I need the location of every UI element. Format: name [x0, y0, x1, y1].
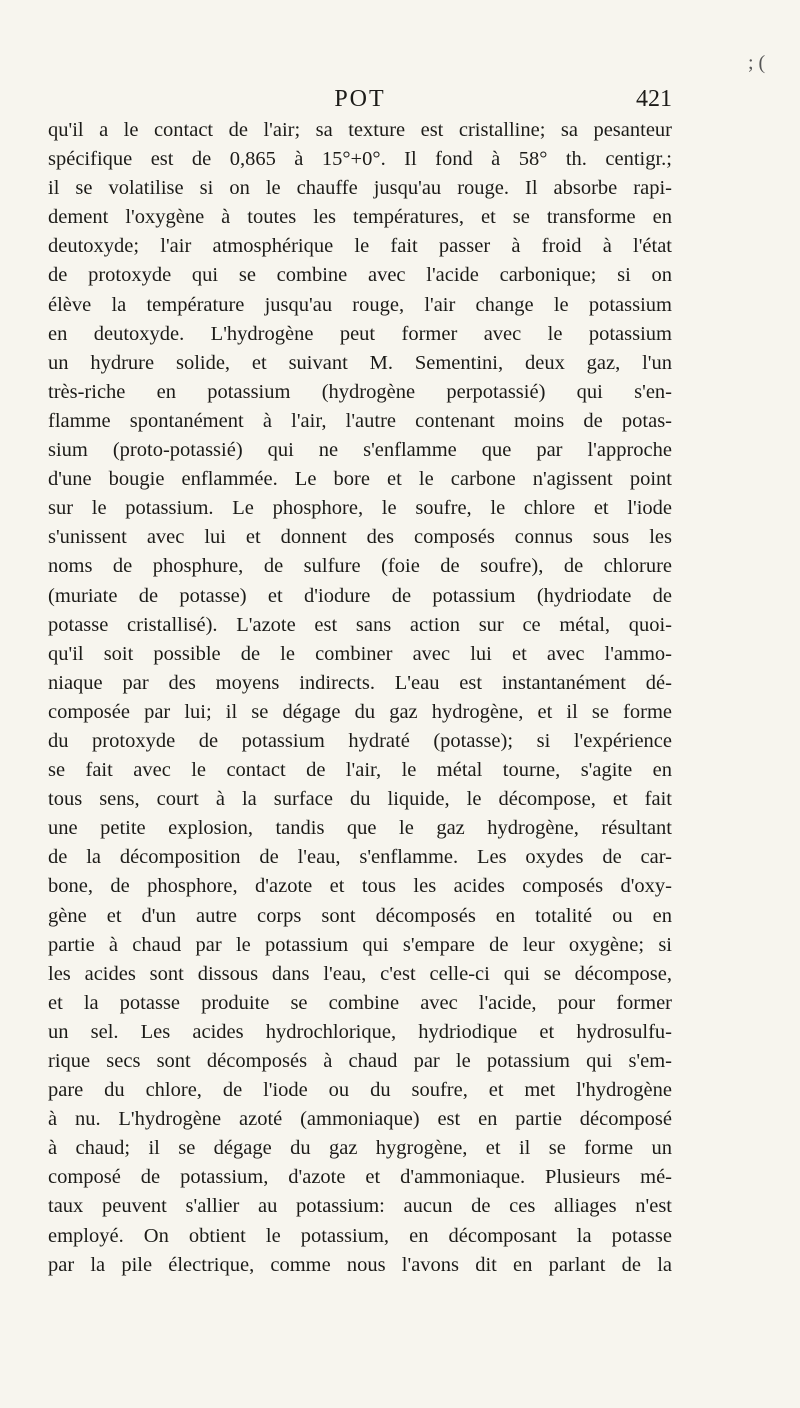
- text-line: en deutoxyde. L'hydrogène peut former avec le potassium: [48, 322, 672, 345]
- text-line: partie à chaud par le potassium qui s'empare de leur oxygène; si: [48, 933, 672, 956]
- text-line: noms de phosphure, de sulfure (foie de soufre), de chlorure: [48, 555, 672, 578]
- text-line: dement l'oxygène à toutes les températures, et se transforme en: [48, 206, 672, 229]
- text-line: par la pile électrique, comme nous l'avons dit en parlant de la: [48, 1253, 672, 1276]
- text-line: à nu. L'hydrogène azoté (ammoniaque) est en partie décomposé: [48, 1108, 672, 1131]
- text-line: sur le potassium. Le phosphore, le soufre, le chlore et l'iode: [48, 497, 672, 520]
- text-line: un sel. Les acides hydrochlorique, hydriodique et hydrosulfu-: [48, 1020, 672, 1043]
- text-line: spécifique est de 0,865 à 15°+0°. Il fond à 58° th. centigr.;: [48, 148, 672, 171]
- text-line: qu'il soit possible de le combiner avec lui et avec l'ammo-: [48, 642, 672, 665]
- text-line: il se volatilise si on le chauffe jusqu'au rouge. Il absorbe rapi-: [48, 177, 672, 200]
- text-line: d'une bougie enflammée. Le bore et le carbone n'agissent point: [48, 468, 672, 491]
- text-line: rique secs sont décomposés à chaud par le potassium qui s'em-: [48, 1050, 672, 1072]
- text-line: une petite explosion, tandis que le gaz hydrogène, résultant: [48, 817, 672, 840]
- text-line: et la potasse produite se combine avec l'acide, pour former: [48, 991, 672, 1014]
- text-line: pare du chlore, de l'iode ou du soufre, et met l'hydrogène: [48, 1079, 672, 1102]
- text-line: flamme spontanément à l'air, l'autre contenant moins de potas-: [48, 409, 672, 432]
- text-line: un hydrure solide, et suivant M. Sementini, deux gaz, l'un: [48, 351, 672, 374]
- text-line: élève la température jusqu'au rouge, l'air change le potassium: [48, 293, 672, 316]
- text-line: composé de potassium, d'azote et d'ammoniaque. Plusieurs mé-: [48, 1166, 672, 1189]
- text-line: deutoxyde; l'air atmosphérique le fait passer à froid à l'état: [48, 235, 672, 258]
- margin-mark: ; (: [748, 52, 766, 74]
- page-number: 421: [636, 86, 672, 112]
- text-line: tous sens, court à la surface du liquide, le décompose, et fait: [48, 788, 672, 811]
- running-head: POT: [334, 86, 386, 112]
- text-line: s'unissent avec lui et donnent des composés connus sous les: [48, 526, 672, 549]
- text-line: gène et d'un autre corps sont décomposés en totalité ou en: [48, 904, 672, 927]
- page-header: [48, 86, 672, 116]
- text-line: se fait avec le contact de l'air, le métal tourne, s'agite en: [48, 759, 672, 782]
- text-line: (muriate de potasse) et d'iodure de potassium (hydriodate de: [48, 584, 672, 607]
- text-line: les acides sont dissous dans l'eau, c'est celle-ci qui se décompose,: [48, 962, 672, 985]
- text-line: du protoxyde de potassium hydraté (potasse); si l'expérience: [48, 729, 672, 752]
- text-line: niaque par des moyens indirects. L'eau est instantanément dé-: [48, 671, 672, 694]
- text-line: qu'il a le contact de l'air; sa texture est cristalline; sa pesanteur: [48, 119, 672, 141]
- text-line: bone, de phosphore, d'azote et tous les acides composés d'oxy-: [48, 875, 672, 898]
- body-text: [48, 116, 672, 1280]
- text-line: taux peuvent s'allier au potassium: aucun de ces alliages n'est: [48, 1195, 672, 1218]
- text-line: très-riche en potassium (hydrogène perpotassié) qui s'en-: [48, 380, 672, 403]
- text-line: composée par lui; il se dégage du gaz hydrogène, et il se forme: [48, 700, 672, 723]
- text-line: de la décomposition de l'eau, s'enflamme. Les oxydes de car-: [48, 846, 672, 869]
- text-line: employé. On obtient le potassium, en décomposant la potasse: [48, 1224, 672, 1247]
- text-line: potasse cristallisé). L'azote est sans action sur ce métal, quoi-: [48, 613, 672, 636]
- text-line: à chaud; il se dégage du gaz hygrogène, et il se forme un: [48, 1137, 672, 1160]
- text-line: sium (proto-potassié) qui ne s'enflamme que par l'approche: [48, 439, 672, 462]
- text-line: de protoxyde qui se combine avec l'acide carbonique; si on: [48, 264, 672, 287]
